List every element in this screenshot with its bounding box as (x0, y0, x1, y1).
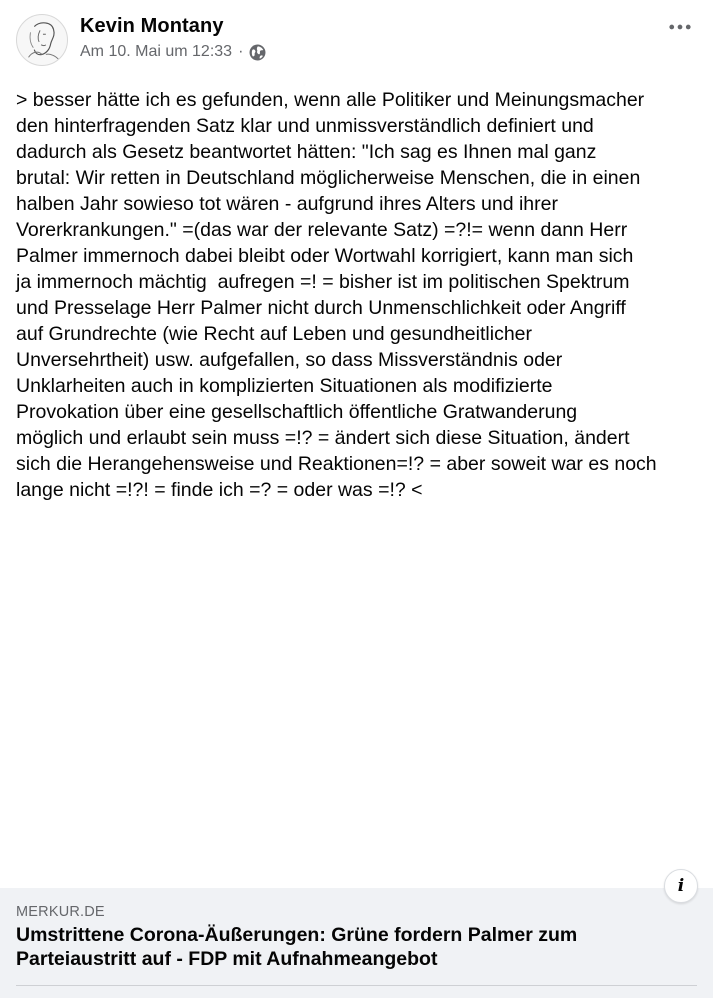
post-text-line: den hinterfragenden Satz klar und unmissverständlich definiert und (16, 115, 594, 137)
post-text-line: und Presselage Herr Palmer nicht durch Unmenschlichkeit oder Angriff (16, 297, 626, 319)
post-text-line: brutal: Wir retten in Deutschland möglicherweise Menschen, die in einen (16, 167, 641, 189)
post-header (16, 12, 697, 68)
post-text-line: Vorerkrankungen." =(das war der relevante Satz) =?!= wenn dann Herr (16, 219, 628, 241)
avatar-sketch-image (17, 15, 67, 65)
post-text-line: Unversehrtheit) usw. aufgefallen, so dass Missverständnis oder (16, 349, 563, 371)
link-domain: MERKUR.DE (16, 904, 105, 920)
meta-separator: · (238, 43, 244, 60)
divider (16, 985, 697, 986)
link-title[interactable]: Umstrittene Corona-Äußerungen: Grüne fordern Palmer zum Parteiaustritt auf - FDP mit Aufnahmeangebot (16, 924, 578, 970)
post-text-line: auf Grundrechte (wie Recht auf Leben und gesundheitlicher (16, 323, 532, 345)
post-text-line: lange nicht =!?! = finde ich =? = oder was =!? < (16, 479, 423, 501)
post-meta (80, 43, 266, 61)
globe-icon[interactable] (249, 44, 266, 61)
link-preview-card[interactable] (0, 888, 713, 998)
post-text-line: ja immernoch mächtig aufregen =! = bisher ist im politischen Spektrum (16, 271, 630, 293)
post-timestamp[interactable]: Am 10. Mai um 12:33 (80, 43, 233, 60)
post-text-line: dadurch als Gesetz beantwortet hätten: "Ich sag es Ihnen mal ganz (16, 141, 597, 163)
post-text-line: sich die Herangehensweise und Reaktionen=!? = aber soweit war es noch (16, 453, 657, 475)
post-text-line: halben Jahr sowieso tot wären - aufgrund ihres Alters und ihrer (16, 193, 558, 215)
post-text (16, 87, 706, 503)
info-icon: i (677, 876, 685, 896)
avatar[interactable] (16, 14, 68, 66)
info-button[interactable] (664, 869, 698, 903)
post-text-line: möglich und erlaubt sein muss =!? = ändert sich diese Situation, ändert (16, 427, 630, 449)
more-options-icon[interactable] (663, 16, 697, 38)
post-text-line: > besser hätte ich es gefunden, wenn alle Politiker und Meinungsmacher (16, 89, 645, 111)
post-text-line: Palmer immernoch dabei bleibt oder Wortwahl korrigiert, kann man sich (16, 245, 634, 267)
post-text-line: Provokation über eine gesellschaftlich öffentliche Gratwanderung (16, 401, 578, 423)
post-text-line: Unklarheiten auch in komplizierten Situationen als modifizierte (16, 375, 553, 397)
author-name[interactable]: Kevin Montany (80, 15, 224, 37)
